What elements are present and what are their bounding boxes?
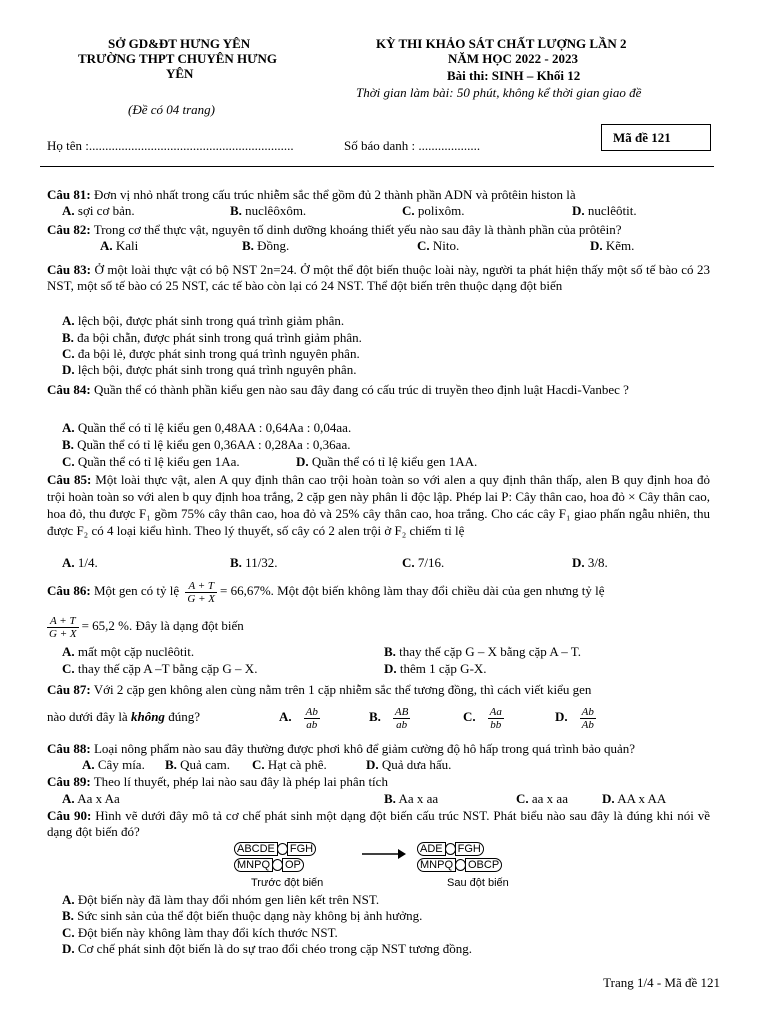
pages-note: (Đề có 04 trang) — [128, 102, 216, 117]
after-label: Sau đột biến — [447, 877, 509, 889]
question-81: Câu 81: Đơn vị nhỏ nhất trong cấu trúc nhiễm sắc thể gồm đủ 2 thành phần ADN và prôtêin histon là — [47, 187, 576, 202]
q82-option-c: C. Nito. — [417, 238, 460, 253]
q85-option-a: A. 1/4. — [62, 555, 98, 570]
q90-option-b: B. Sức sinh sản của thể đột biến thuộc dạng này không bị ảnh hưởng. — [62, 908, 423, 923]
q86-option-a: A. mất một cặp nuclêôtit. — [62, 644, 195, 659]
chromosome-after-2: MNPQ OBCP — [417, 856, 502, 872]
q85-option-b: B. 11/32. — [230, 555, 278, 570]
q83-option-a: A. lệch bội, được phát sinh trong quá trình giảm phân. — [62, 313, 345, 328]
q90-option-d: D. Cơ chế phát sinh đột biến là do sự trao đổi chéo trong cặp NST tương đồng. — [62, 941, 472, 956]
q86-option-c: C. thay thế cặp A –T bằng cặp G – X. — [62, 661, 258, 676]
subject: Bài thi: SINH – Khối 12 — [447, 68, 581, 83]
q85-option-d: D. 3/8. — [572, 555, 608, 570]
q87-option-a: A. $\frac{Ab}{ab}$ — [279, 705, 318, 731]
q87-option-b: B. $\frac{AB}{ab}$ — [369, 705, 409, 731]
q90-option-c: C. Đột biến này không làm thay đổi kích thước NST. — [62, 925, 338, 940]
q87-option-d: D. $\frac{Ab}{Ab}$ — [555, 705, 594, 731]
school-name-line1: TRƯỜNG THPT CHUYÊN HƯNG — [78, 51, 277, 66]
exam-code-box: Mã đề 121 — [601, 124, 711, 151]
page-footer: Trang 1/4 - Mã đề 121 — [603, 975, 720, 990]
q82-option-d: D. Kẽm. — [590, 238, 635, 253]
q86-fraction-1: $\frac{A + T}{G + X}$ — [187, 579, 216, 605]
chromosome-after-1: ADE FGH — [417, 840, 484, 856]
q90-option-a: A. Đột biến này đã làm thay đổi nhóm gen liên kết trên NST. — [62, 892, 380, 907]
q81-option-b: B. nuclêôxôm. — [230, 203, 307, 218]
q86-option-b: B. thay thế cặp G – X bằng cặp A – T. — [384, 644, 582, 659]
question-83: Câu 83: Ở một loài thực vật có bộ NST 2n=24. Ở một thể đột biến thuộc loài này, người ta phát hiện thấy một số tế bào có 23 NST, một số tế bào có 25 NST, các tế bào còn lại có 24 NST. Thể đột biến trên thuộc dạng đột biến — [47, 262, 710, 293]
q89-option-a: A. Aa x Aa — [62, 791, 120, 806]
q89-option-d: D. AA x AA — [602, 791, 667, 806]
q84-option-c: C. Quần thể có tỉ lệ kiểu gen 1Aa. — [62, 454, 240, 469]
exam-title: KỲ THI KHẢO SÁT CHẤT LƯỢNG LẦN 2 — [376, 36, 627, 51]
q82-option-a: A. Kali — [100, 238, 139, 253]
q81-option-a: A. sợi cơ bản. — [62, 203, 135, 218]
q84-option-b: B. Quần thể có tỉ lệ kiểu gen 0,36AA : 0,28Aa : 0,36aa. — [62, 437, 351, 452]
school-year: NĂM HỌC 2022 - 2023 — [448, 51, 578, 66]
name-field: Họ tên :............................................................... — [47, 138, 294, 153]
question-89: Câu 89: Theo lí thuyết, phép lai nào sau đây là phép lai phân tích — [47, 774, 388, 789]
question-84: Câu 84: Quần thể có thành phần kiểu gen nào sau đây đang có cấu trúc di truyền theo định luật Hacdi-Vanbec ? — [47, 382, 629, 397]
q88-option-c: C. Hạt cà phê. — [252, 757, 327, 772]
question-87: Câu 87: Với 2 cặp gen không alen cùng nằm trên 1 cặp nhiễm sắc thể tương đồng, thì cách viết kiểu gen — [47, 682, 592, 697]
q88-option-b: B. Quả cam. — [165, 757, 230, 772]
before-label: Trước đột biến — [251, 877, 324, 889]
q87-option-c: C. $\frac{Aa}{bb}$ — [463, 705, 502, 731]
q83-option-c: C. đa bội lẻ, được phát sinh trong quá trình nguyên phân. — [62, 346, 360, 361]
school-name-line2: YÊN — [166, 66, 194, 81]
q85-option-c: C. 7/16. — [402, 555, 445, 570]
q88-option-a: A. Cây mía. — [82, 757, 145, 772]
q81-option-d: D. nuclêôtit. — [572, 203, 637, 218]
chromosome-before-2: MNPQ OP — [234, 856, 304, 872]
sbd-field: Số báo danh : ................... — [344, 138, 481, 153]
chromosome-before-1: ABCDE FGH — [234, 840, 316, 856]
q81-option-c: C. polixôm. — [402, 203, 465, 218]
time-note: Thời gian làm bài: 50 phút, không kể thời gian giao đề — [356, 85, 642, 100]
q82-option-b: B. Đồng. — [242, 238, 290, 253]
q83-option-b: B. đa bội chẵn, được phát sinh trong quá trình giảm phân. — [62, 330, 362, 345]
question-86-line2: $\frac{A + T}{G + X}$ = 65,2 %. Đây là dạng đột biến — [49, 614, 244, 640]
q88-option-d: D. Quả dưa hấu. — [366, 757, 452, 772]
question-82: Câu 82: Trong cơ thể thực vật, nguyên tố dinh dưỡng khoáng thiết yếu nào sau đây là thành phần của prôtêin? — [47, 222, 622, 237]
q89-option-c: C. aa x aa — [516, 791, 568, 806]
question-87-line2: nào dưới đây là không đúng? A. $\frac{Ab}{ab}$ B. $\frac{AB}{ab}$ C. $\frac{Aa}{bb}$ D. $\frac{Ab}{Ab}$ — [47, 700, 727, 734]
q83-option-d: D. lệch bội, được phát sinh trong quá trình nguyên phân. — [62, 362, 357, 377]
q84-option-d: D. Quần thể có tỉ lệ kiểu gen 1AA. — [296, 454, 478, 469]
question-86: Câu 86: Một gen có tỷ lệ $\frac{A + T}{G + X}$ = 66,67%. Một đột biến không làm thay đổi chiều dài của gen nhưng tỷ lệ — [47, 579, 605, 605]
department: SỞ GD&ĐT HƯNG YÊN — [108, 36, 251, 51]
question-85: Câu 85: Một loài thực vật, alen A quy định thân cao trội hoàn toàn so với alen a quy định thân thấp, alen B quy định hoa đỏ trội hoàn toàn so với alen b quy định hoa trắng, 2 cặp gen này phân li độc lập. Phép lai P: Cây thân cao, hoa đỏ × Cây thân cao, hoa đỏ, thu được F₁ gồm 75% cây thân cao, hoa đỏ và 25% cây thân cao, hoa trắng. Cho các cây F₁ giao phấn ngẫu nhiên, thu được F₂ có 4 loại kiểu hình. Theo lý thuyết, số cây có 2 alen trội ở F₂ chiếm tỉ lệ — [47, 472, 710, 538]
header-divider — [40, 166, 714, 167]
q84-option-a: A. Quần thể có tỉ lệ kiểu gen 0,48AA : 0,64Aa : 0,04aa. — [62, 420, 352, 435]
question-88: Câu 88: Loại nông phẩm nào sau đây thường được phơi khô để giảm cường độ hô hấp trong quá trình bảo quản? — [47, 741, 636, 756]
q89-option-b: B. Aa x aa — [384, 791, 439, 806]
question-90: Câu 90: Hình vẽ dưới đây mô tả cơ chế phát sinh một dạng đột biến cấu trúc NST. Phát biểu nào sau đây là đúng khi nói về dạng đột biến đó? — [47, 808, 710, 839]
q86-fraction-2: $\frac{A + T}{G + X}$ — [49, 614, 77, 640]
mutation-arrow-icon — [362, 848, 406, 864]
q86-option-d: D. thêm 1 cặp G-X. — [384, 661, 487, 676]
